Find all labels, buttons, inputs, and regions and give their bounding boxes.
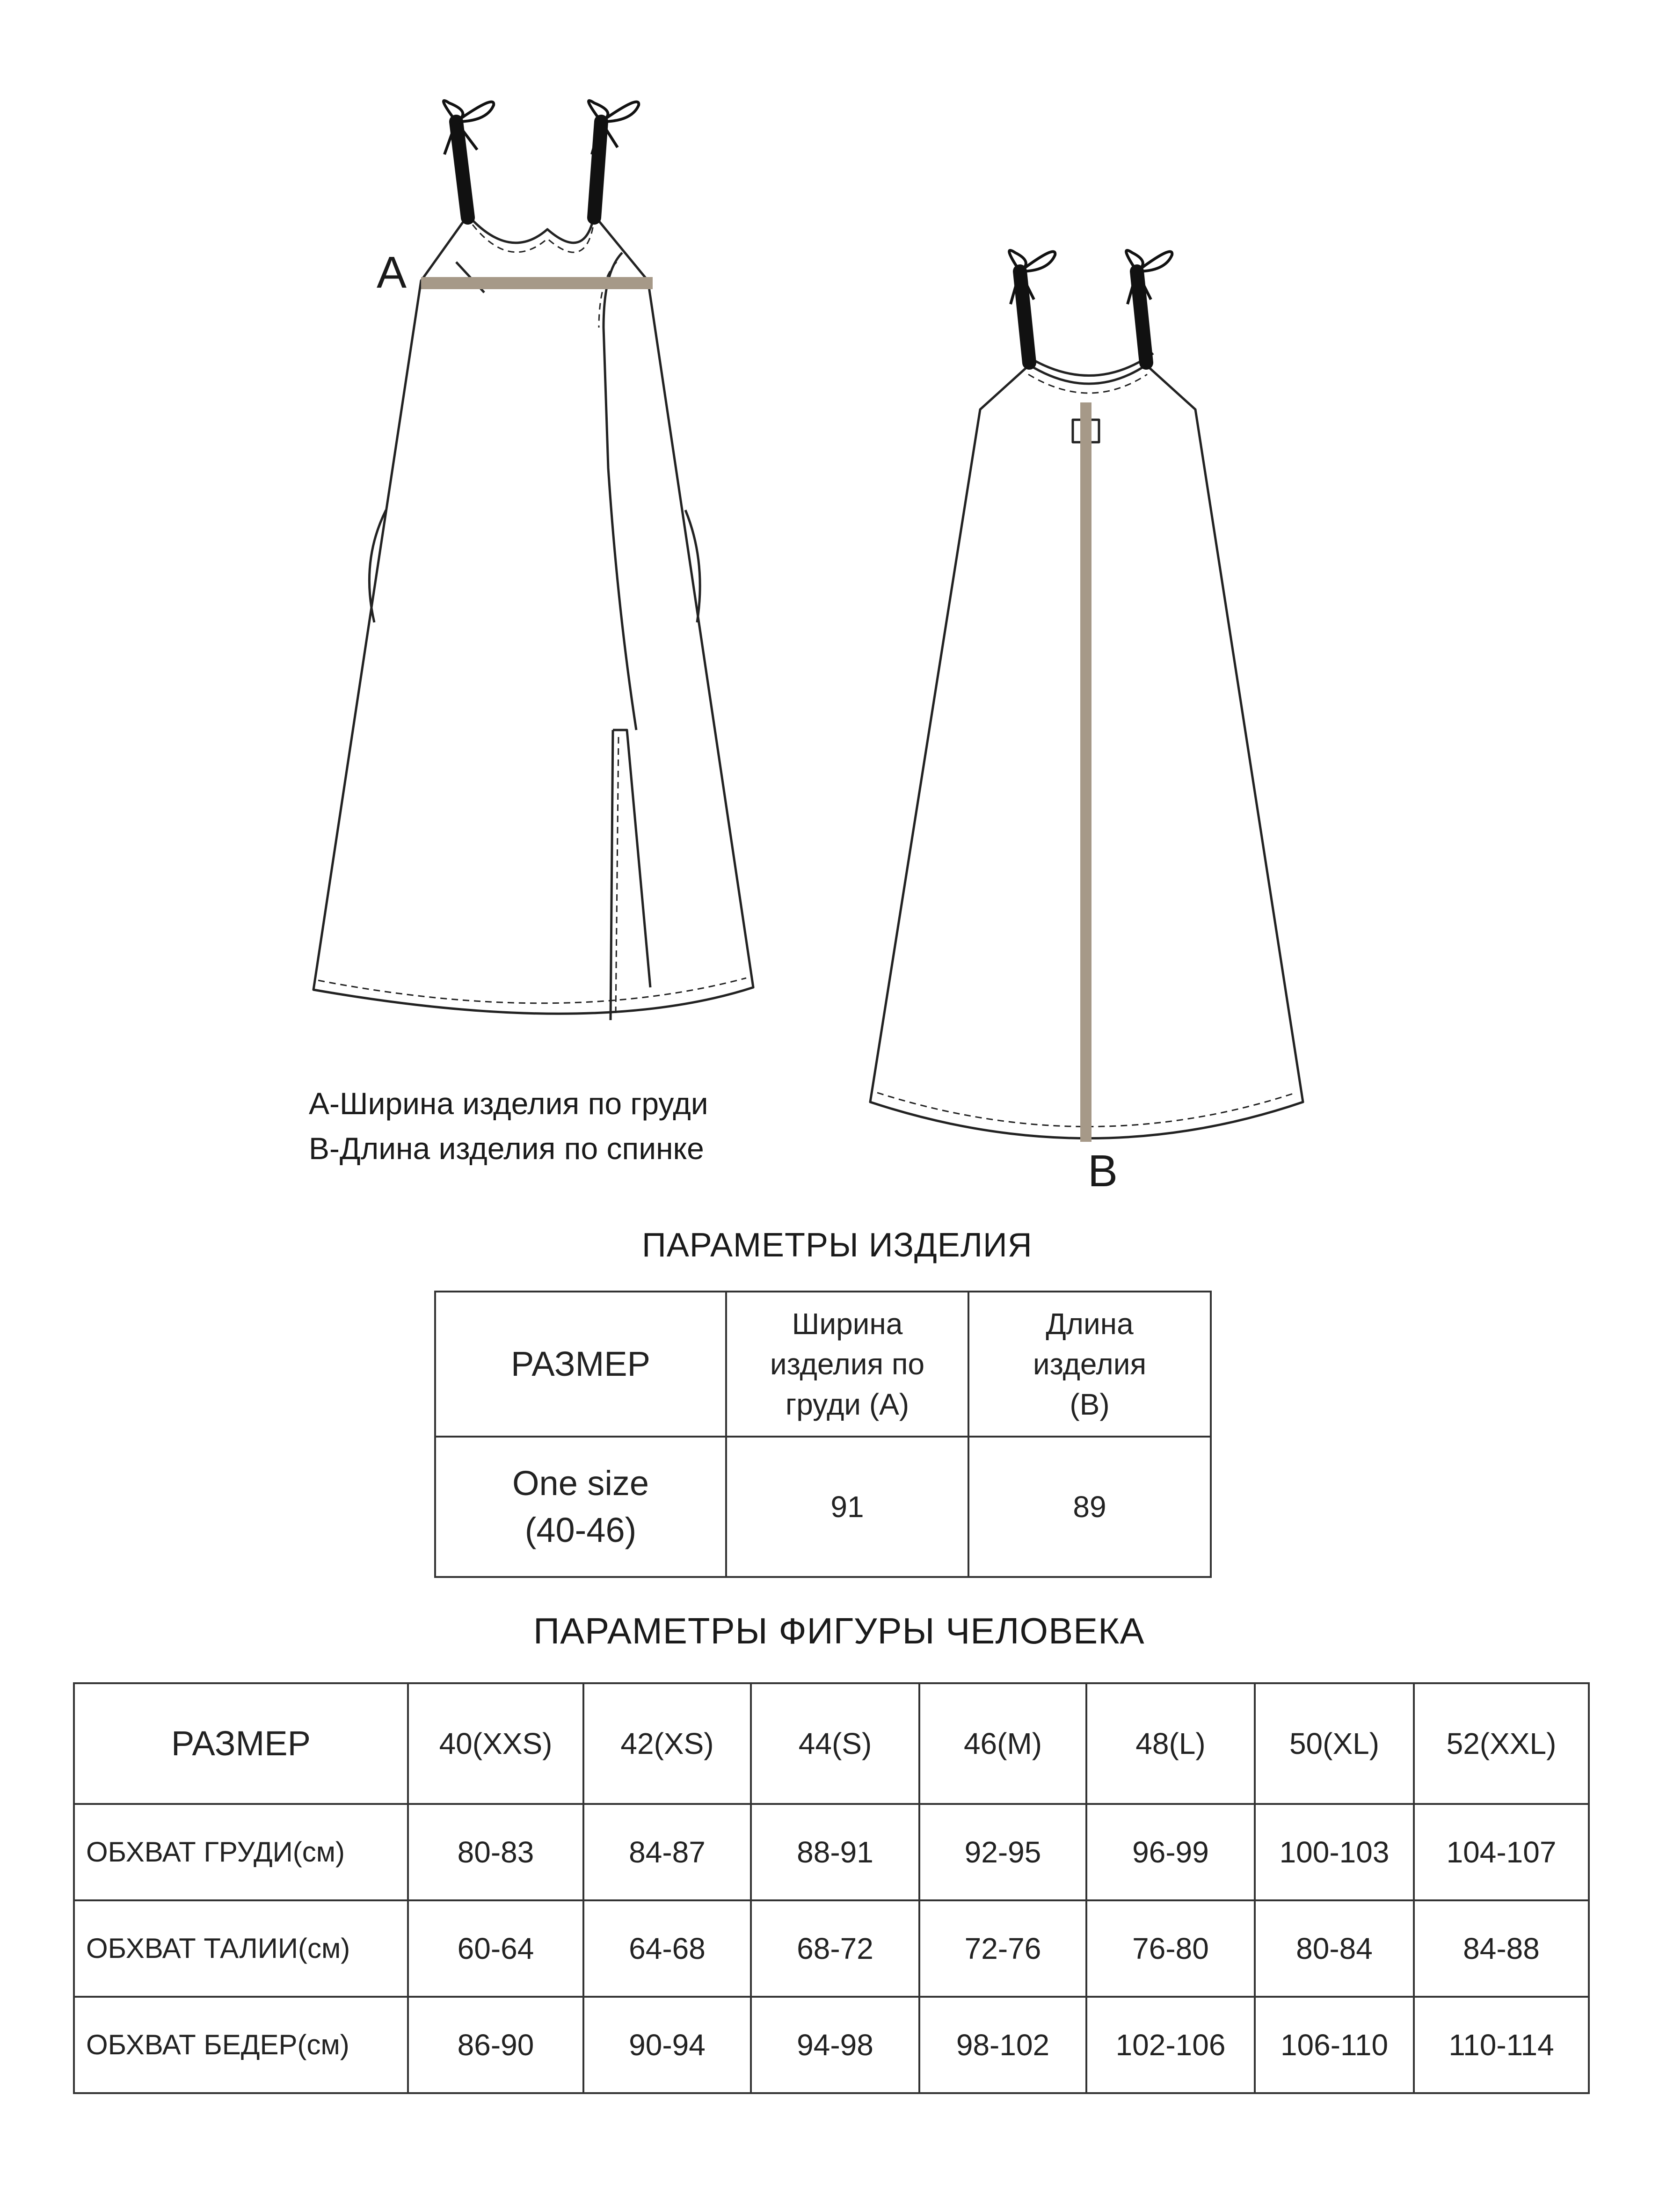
table-cell: 60-64 xyxy=(408,1900,583,1997)
table-cell: 84-87 xyxy=(583,1804,751,1900)
legend-b: B-Длина изделия по спинке xyxy=(309,1131,704,1166)
body-table-title: ПАРАМЕТРЫ ФИГУРЫ ЧЕЛОВЕКА xyxy=(533,1610,1145,1651)
size-header-cell: 46(M) xyxy=(919,1683,1086,1804)
product-params-table xyxy=(434,1291,1212,1578)
table-cell: 76-80 xyxy=(1086,1900,1255,1997)
size-header-cell: 44(S) xyxy=(751,1683,919,1804)
table-cell: 106-110 xyxy=(1255,1997,1414,2093)
table-cell: 90-94 xyxy=(583,1997,751,2093)
body-table-header-row xyxy=(74,1683,1589,1804)
size-header-cell: 50(XL) xyxy=(1255,1683,1414,1804)
product-size-header: РАЗМЕР xyxy=(435,1292,726,1437)
product-length-cell: 89 xyxy=(968,1437,1211,1577)
back-straps xyxy=(1009,250,1172,363)
product-table-row xyxy=(435,1437,1211,1577)
table-cell: 88-91 xyxy=(751,1804,919,1900)
front-dress-drawing xyxy=(313,215,753,1020)
row-label: ОБХВАТ БЕДЕР(см) xyxy=(74,1997,408,2093)
body-params-table xyxy=(73,1682,1590,2094)
measurement-legend xyxy=(309,1081,708,1171)
size-header-cell: 42(XS) xyxy=(583,1683,751,1804)
waist-row xyxy=(74,1900,1589,1997)
table-cell: 102-106 xyxy=(1086,1997,1255,2093)
table-cell: 96-99 xyxy=(1086,1804,1255,1900)
size-header-cell: 52(XXL) xyxy=(1414,1683,1589,1804)
table-cell: 80-83 xyxy=(408,1804,583,1900)
row-label: ОБХВАТ ГРУДИ(см) xyxy=(74,1804,408,1900)
table-cell: 86-90 xyxy=(408,1997,583,2093)
hips-row xyxy=(74,1997,1589,2093)
table-cell: 100-103 xyxy=(1255,1804,1414,1900)
table-cell: 94-98 xyxy=(751,1997,919,2093)
table-cell: 92-95 xyxy=(919,1804,1086,1900)
product-width-cell: 91 xyxy=(726,1437,968,1577)
table-cell: 80-84 xyxy=(1255,1900,1414,1997)
row-label: ОБХВАТ ТАЛИИ(см) xyxy=(74,1900,408,1997)
product-width-header: Ширина изделия по груди (А) xyxy=(726,1292,968,1437)
body-size-header: РАЗМЕР xyxy=(74,1683,408,1804)
table-cell: 104-107 xyxy=(1414,1804,1589,1900)
legend-a: A-Ширина изделия по груди xyxy=(309,1086,708,1121)
product-table-title: ПАРАМЕТРЫ ИЗДЕЛИЯ xyxy=(642,1226,1033,1264)
table-cell: 68-72 xyxy=(751,1900,919,1997)
bust-row xyxy=(74,1804,1589,1900)
size-header-cell: 40(XXS) xyxy=(408,1683,583,1804)
table-cell: 72-76 xyxy=(919,1900,1086,1997)
table-cell: 110-114 xyxy=(1414,1997,1589,2093)
table-cell: 98-102 xyxy=(919,1997,1086,2093)
front-straps xyxy=(444,101,639,218)
marker-a: A xyxy=(377,248,407,298)
product-table-header-row xyxy=(435,1292,1211,1437)
product-size-cell: One size (40-46) xyxy=(435,1437,726,1577)
table-cell: 84-88 xyxy=(1414,1900,1589,1997)
product-length-header: Длина изделия (В) xyxy=(968,1292,1211,1437)
size-header-cell: 48(L) xyxy=(1086,1683,1255,1804)
table-cell: 64-68 xyxy=(583,1900,751,1997)
marker-b: B xyxy=(1088,1146,1118,1196)
